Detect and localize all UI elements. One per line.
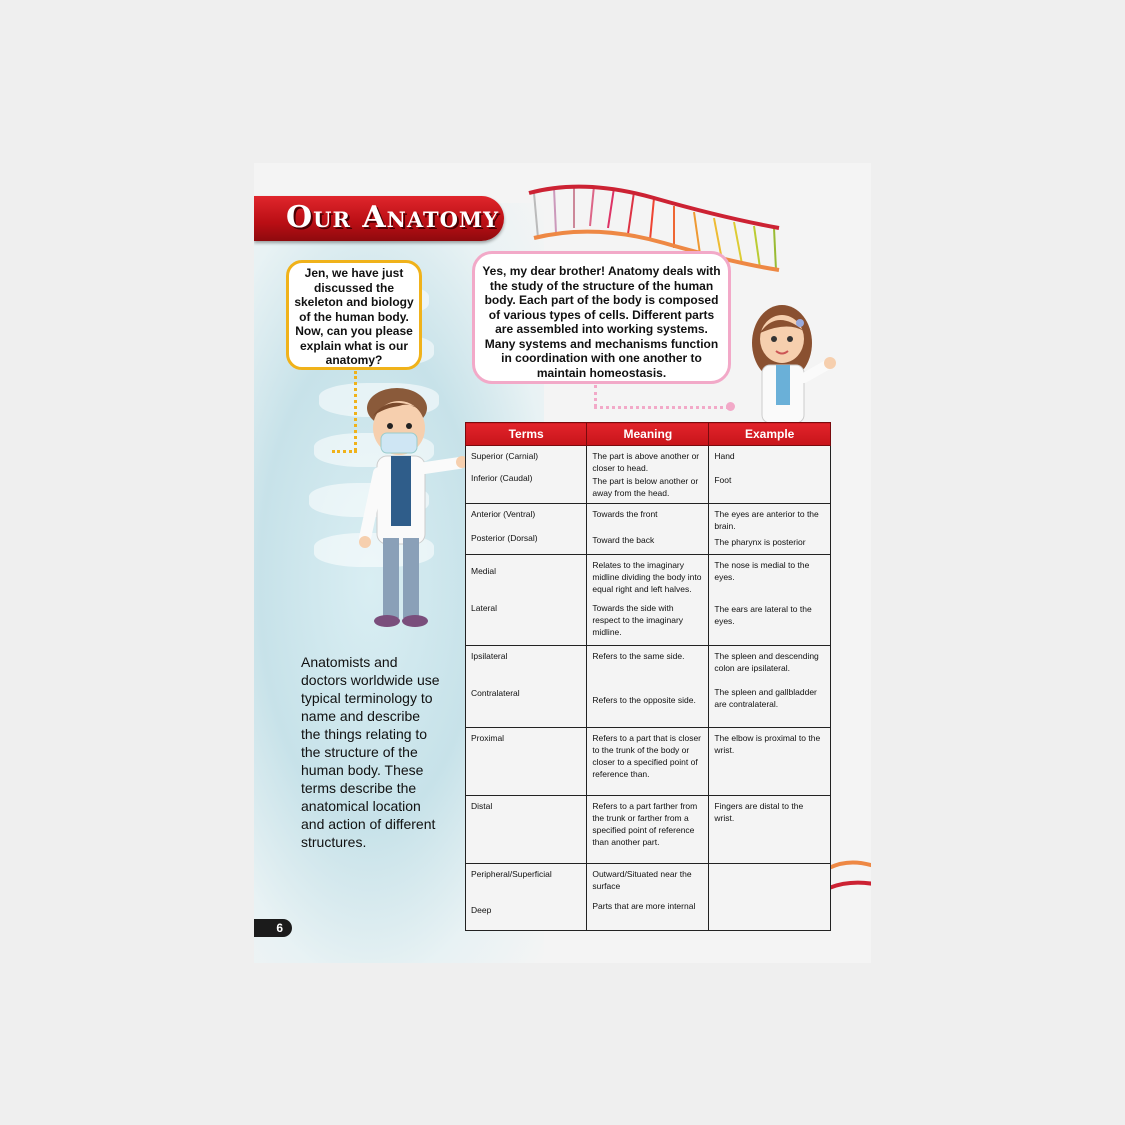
meaning-cell: [587, 796, 709, 864]
meaning-text: Towards the front: [592, 509, 658, 519]
terms-cell: [466, 864, 587, 931]
meaning-text: Refers to the same side.: [592, 651, 685, 661]
term-text: Peripheral/Superficial: [471, 869, 552, 879]
example-cell: [709, 796, 831, 864]
term-text: Inferior (Caudal): [471, 473, 533, 483]
example-cell: [709, 555, 831, 646]
term-text: Deep: [471, 905, 492, 915]
meaning-text: The part is above another or closer to head.: [592, 451, 700, 473]
meaning-cell: [587, 646, 709, 728]
example-text: The spleen and gallbladder are contralateral.: [714, 687, 817, 709]
meaning-cell: [587, 504, 709, 555]
column-header-terms: Terms: [466, 423, 587, 446]
meaning-text: Parts that are more internal: [592, 901, 696, 911]
example-text: The ears are lateral to the eyes.: [714, 604, 812, 626]
term-text: Distal: [471, 801, 493, 811]
example-cell: [709, 646, 831, 728]
table-row: [466, 728, 831, 796]
terms-cell: [466, 504, 587, 555]
table-row: [466, 796, 831, 864]
table-row: [466, 864, 831, 931]
example-text: The eyes are anterior to the brain.: [714, 509, 819, 531]
dotted-connector-end: [726, 402, 735, 411]
term-text: Anterior (Ventral): [471, 509, 536, 519]
speech-bubble-girl: Yes, my dear brother! Anatomy deals with the study of the structure of the human body. Each part of the body is composed of various types of cells. Different parts are assembled into working systems. Many systems and mechanisms function in coordination with one another to maintain homeostasis.: [472, 251, 731, 384]
example-text: The nose is medial to the eyes.: [714, 560, 810, 582]
column-header-meaning: Meaning: [587, 423, 709, 446]
title-banner: [254, 196, 504, 241]
example-cell: [709, 864, 831, 931]
example-cell: [709, 504, 831, 555]
example-text: The elbow is proximal to the wrist.: [714, 733, 821, 755]
meaning-text: Refers to the opposite side.: [592, 695, 696, 705]
table-row: [466, 555, 831, 646]
term-text: Proximal: [471, 733, 505, 743]
terms-cell: [466, 646, 587, 728]
term-text: Medial: [471, 566, 497, 576]
meaning-text: Outward/Situated near the surface: [592, 869, 692, 891]
table-row: [466, 504, 831, 555]
example-text: The spleen and descending colon are ipsilateral.: [714, 651, 819, 673]
meaning-text: Toward the back: [592, 535, 655, 545]
meaning-cell: [587, 864, 709, 931]
dna-helix-small-illustration: [829, 858, 871, 898]
page-title: Our Anatomy: [286, 200, 500, 235]
speech-bubble-boy: Jen, we have just discussed the skeleton and biology of the human body. Now, can you please explain what is our anatomy?: [286, 260, 422, 370]
meaning-text: Refers to a part farther from the trunk or farther from a specified point of reference than another part.: [592, 801, 698, 847]
meaning-cell: [587, 728, 709, 796]
anatomy-terms-table: [465, 422, 831, 931]
example-text: Hand: [714, 451, 735, 461]
meaning-text: Relates to the imaginary midline dividing the body into equal right and left halves.: [592, 560, 702, 594]
body-paragraph: Anatomists and doctors worldwide use typical terminology to name and describe the things relating to the structure of the human body. These terms describe the anatomical location and action of different structures.: [301, 654, 440, 850]
dotted-connector: [594, 385, 597, 407]
term-text: Ipsilateral: [471, 651, 508, 661]
book-page: [254, 163, 871, 963]
terms-cell: [466, 796, 587, 864]
example-cell: [709, 728, 831, 796]
term-text: Superior (Carnial): [471, 451, 539, 461]
table-row: [466, 446, 831, 504]
meaning-text: The part is below another or away from the head.: [592, 476, 699, 498]
girl-doctor-illustration: [747, 303, 837, 423]
example-text: The pharynx is posterior: [714, 537, 806, 547]
example-text: Fingers are distal to the wrist.: [714, 801, 804, 823]
meaning-cell: [587, 446, 709, 504]
meaning-text: Refers to a part that is closer to the trunk of the body or closer to a specified point of reference than.: [592, 733, 702, 779]
meaning-text: Towards the side with respect to the imaginary midline.: [592, 603, 684, 637]
meaning-cell: [587, 555, 709, 646]
example-text: Foot: [714, 475, 732, 485]
dotted-connector: [594, 406, 729, 409]
terms-cell: [466, 728, 587, 796]
boy-doctor-illustration: [359, 388, 469, 633]
term-text: Contralateral: [471, 688, 520, 698]
page-number: 6: [254, 919, 292, 937]
term-text: Lateral: [471, 603, 497, 613]
term-text: Posterior (Dorsal): [471, 533, 538, 543]
terms-cell: [466, 446, 587, 504]
dotted-connector: [332, 450, 357, 453]
example-cell: [709, 446, 831, 504]
terms-cell: [466, 555, 587, 646]
table-row: [466, 646, 831, 728]
column-header-example: Example: [709, 423, 831, 446]
